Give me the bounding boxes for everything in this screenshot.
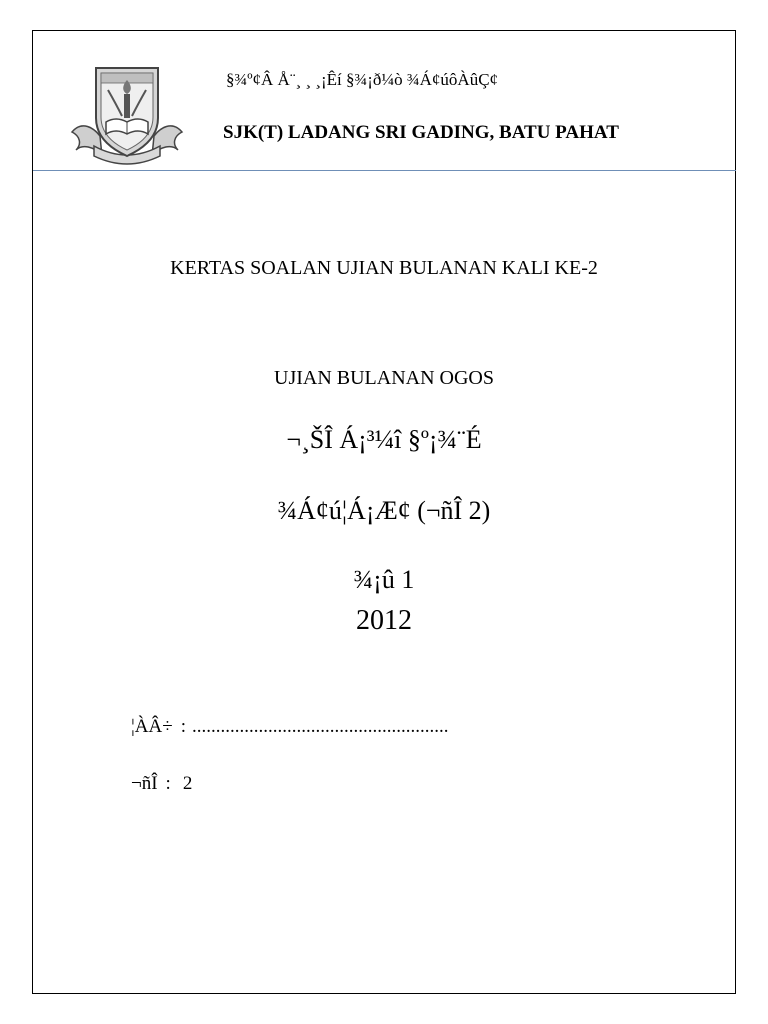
paper-title: KERTAS SOALAN UJIAN BULANAN KALI KE-2	[170, 257, 598, 279]
paper-field	[131, 773, 192, 795]
subject-title: ¬¸ŠÎ Á¡³¼î §º¡¾¨É	[286, 425, 482, 454]
name-field	[131, 716, 448, 738]
class-level: ¾¡û 1	[353, 565, 415, 594]
exam-name: UJIAN BULANAN OGOS	[274, 367, 494, 389]
school-name-tamil: §¾º¢Â Å¨¸ ¸ ¸¡Êí §¾¡ð¼ò ¾Á¢úôÀûÇ¢	[226, 70, 499, 89]
school-name: SJK(T) LADANG SRI GADING, BATU PAHAT	[223, 122, 619, 143]
paper-label: ¬ñÎ	[131, 773, 158, 794]
header-divider	[33, 170, 736, 171]
paper-separator: :	[165, 773, 171, 794]
exam-year: 2012	[356, 605, 412, 636]
paper-part: ¾Á¢ú¦Á¡Æ¢ (¬ñÎ 2)	[277, 496, 491, 525]
name-separator: :	[180, 716, 186, 737]
name-blank: ......................................................	[191, 716, 449, 737]
school-crest-icon	[68, 60, 186, 168]
paper-value: 2	[182, 773, 193, 794]
name-label: ¦ÀÂ÷	[131, 716, 173, 737]
